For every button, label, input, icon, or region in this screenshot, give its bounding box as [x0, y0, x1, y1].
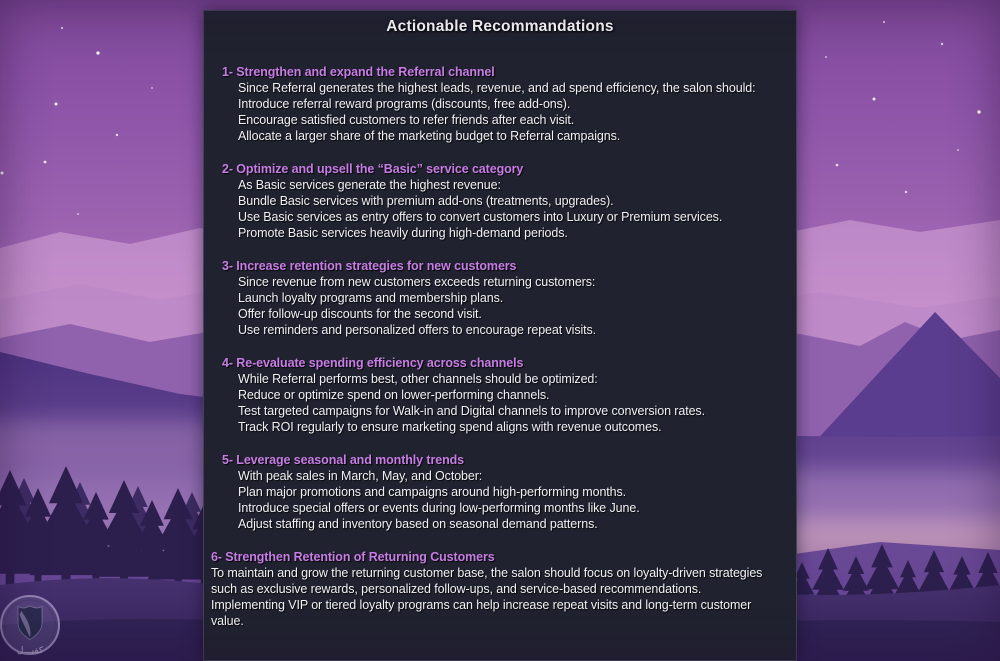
- star: [825, 56, 827, 58]
- recommendation-section: [211, 258, 788, 338]
- sections-container: [204, 36, 796, 629]
- star: [96, 51, 99, 54]
- section-line: Bundle Basic services with premium add-ons (treatments, upgrades).: [238, 194, 614, 208]
- star: [151, 87, 153, 89]
- section-line: Offer follow-up discounts for the second visit.: [238, 307, 482, 321]
- section-line: Test targeted campaigns for Walk-in and Digital channels to improve conversion rates.: [238, 404, 705, 418]
- section-line: Introduce referral reward programs (discounts, free add-ons).: [238, 97, 571, 111]
- star: [1, 172, 4, 175]
- star: [883, 21, 885, 23]
- star: [905, 191, 907, 193]
- star: [44, 161, 47, 164]
- section-line: While Referral performs best, other channels should be optimized:: [238, 372, 598, 386]
- star: [957, 149, 959, 151]
- star: [61, 27, 63, 29]
- section-heading: 2- Optimize and upsell the “Basic” service category: [222, 162, 524, 176]
- section-line: Adjust staffing and inventory based on seasonal demand patterns.: [238, 517, 598, 531]
- star: [77, 213, 79, 215]
- section-line: Track ROI regularly to ensure marketing spend aligns with revenue outcomes.: [238, 420, 662, 434]
- recommendation-section: [211, 452, 788, 532]
- star: [836, 164, 839, 167]
- star: [941, 43, 943, 45]
- star: [977, 110, 980, 113]
- recommendation-section: [211, 161, 788, 241]
- logo-text: كفيـــل: [16, 646, 44, 656]
- section-line: Plan major promotions and campaigns around high-performing months.: [238, 485, 627, 499]
- section-line: Reduce or optimize spend on lower-performing channels.: [238, 388, 550, 402]
- section-heading: 3- Increase retention strategies for new customers: [222, 259, 517, 273]
- recommendation-section: [211, 355, 788, 435]
- section-line: As Basic services generate the highest revenue:: [238, 178, 501, 192]
- section-line: Encourage satisfied customers to refer friends after each visit.: [238, 113, 575, 127]
- star: [873, 98, 876, 101]
- section-heading: 4- Re-evaluate spending efficiency across channels: [222, 356, 524, 370]
- recommendations-panel: [203, 10, 797, 661]
- section-line: With peak sales in March, May, and October:: [238, 469, 483, 483]
- section-line: Allocate a larger share of the marketing budget to Referral campaigns.: [238, 129, 621, 143]
- section-line: To maintain and grow the returning customer base, the salon should focus on loyalty-driven strategies such as exclusive rewards, personalized follow-ups, and service-based recommendations. Implementing VIP or tiered loyalty programs can help increase repeat visits and long-term customer value.: [211, 566, 763, 628]
- section-line: Use reminders and personalized offers to encourage repeat visits.: [238, 323, 597, 337]
- section-heading: 5- Leverage seasonal and monthly trends: [222, 453, 465, 467]
- page-title: Actionable Recommandations: [386, 18, 614, 35]
- star: [55, 103, 58, 106]
- section-line: Promote Basic services heavily during high-demand periods.: [238, 226, 568, 240]
- recommendation-section: [211, 64, 788, 144]
- section-heading: 6- Strengthen Retention of Returning Customers: [211, 550, 495, 564]
- section-line: Launch loyalty programs and membership plans.: [238, 291, 504, 305]
- section-line: Use Basic services as entry offers to convert customers into Luxury or Premium services.: [238, 210, 723, 224]
- watermark-logo: [0, 592, 72, 661]
- recommendation-section: [211, 549, 788, 629]
- section-line: Introduce special offers or events during low-performing months like June.: [238, 501, 640, 515]
- section-line: Since revenue from new customers exceeds returning customers:: [238, 275, 596, 289]
- section-heading: 1- Strengthen and expand the Referral channel: [222, 65, 495, 79]
- section-line: Since Referral generates the highest leads, revenue, and ad spend efficiency, the salon should:: [238, 81, 756, 95]
- star: [116, 134, 118, 136]
